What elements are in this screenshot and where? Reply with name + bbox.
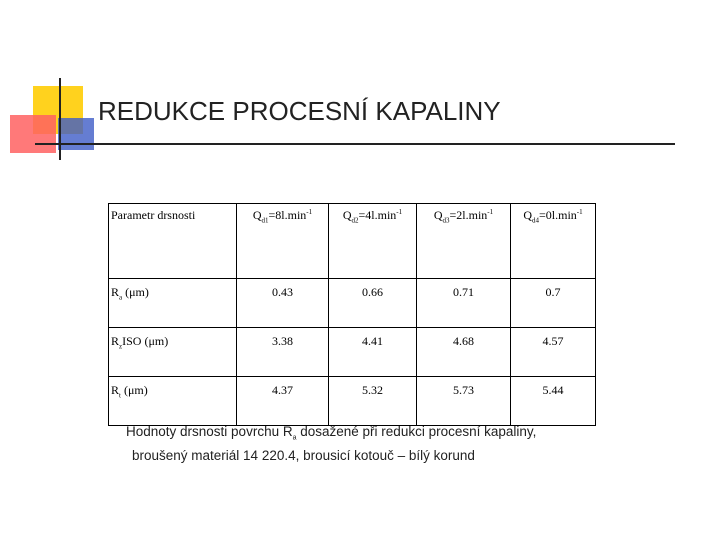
row-label [109, 377, 237, 426]
row-label [109, 328, 237, 377]
column-header [237, 204, 329, 279]
slide-title: REDUKCE PROCESNÍ KAPALINY [98, 96, 501, 126]
column-header [329, 204, 417, 279]
column-header-sub: d4 [532, 216, 540, 225]
row-param: R [111, 383, 120, 397]
roughness-table [108, 203, 596, 426]
column-header-rest: =4l.min [358, 208, 397, 222]
table-cell: 5.32 [329, 377, 417, 426]
decor-red-square [10, 115, 56, 153]
table-corner-header: Parametr drsnosti [109, 204, 237, 279]
row-param: R [111, 285, 120, 299]
column-header-rest: =8l.min [268, 208, 307, 222]
caption-sub: a [292, 434, 297, 442]
table-row [109, 377, 596, 426]
row-unit: (μm) [122, 285, 149, 299]
column-header-sub: d1 [261, 216, 269, 225]
column-header-sub: d2 [351, 216, 359, 225]
column-header-sup: -1 [576, 208, 583, 216]
column-header-base: Q [342, 208, 352, 222]
column-header-rest: =2l.min [449, 208, 488, 222]
table-cell: 4.57 [511, 328, 596, 377]
decor-blue-square [58, 118, 94, 150]
column-header-sub: d3 [442, 216, 450, 225]
column-header-sup: -1 [306, 208, 313, 216]
table-cell: 0.71 [417, 279, 511, 328]
decor-horizontal-line [35, 143, 675, 145]
caption-line2: broušený materiál 14 220.4, brousicí kotouč – bílý korund [132, 447, 475, 463]
table-row [109, 328, 596, 377]
caption-line1 [126, 424, 537, 442]
caption-text: Hodnoty drsnosti povrchu R [126, 424, 293, 439]
table-cell: 3.38 [237, 328, 329, 377]
table-row [109, 279, 596, 328]
table-cell: 0.66 [329, 279, 417, 328]
row-unit: ISO (μm) [122, 334, 169, 348]
caption-text: dosažené při redukci procesní kapaliny, [296, 424, 537, 439]
table-header-row [109, 204, 596, 279]
table-cell: 0.7 [511, 279, 596, 328]
table-caption [126, 423, 626, 464]
column-header-base: Q [252, 208, 262, 222]
table-cell: 4.41 [329, 328, 417, 377]
table-cell: 4.68 [417, 328, 511, 377]
row-param-sub: z [119, 342, 123, 351]
row-param-sub: a [119, 293, 123, 302]
column-header-rest: =0l.min [539, 208, 577, 222]
row-param-sub: t [119, 391, 121, 400]
column-header-base: Q [523, 208, 533, 222]
table-cell: 0.43 [237, 279, 329, 328]
table-cell: 4.37 [237, 377, 329, 426]
row-param: R [111, 334, 120, 348]
table-cell: 5.44 [511, 377, 596, 426]
row-unit: (μm) [120, 383, 148, 397]
column-header-sup: -1 [487, 208, 494, 216]
column-header-base: Q [433, 208, 443, 222]
row-label [109, 279, 237, 328]
table-cell: 5.73 [417, 377, 511, 426]
column-header [511, 204, 596, 279]
column-header-sup: -1 [396, 208, 403, 216]
decor-vertical-line [59, 78, 61, 160]
column-header [417, 204, 511, 279]
